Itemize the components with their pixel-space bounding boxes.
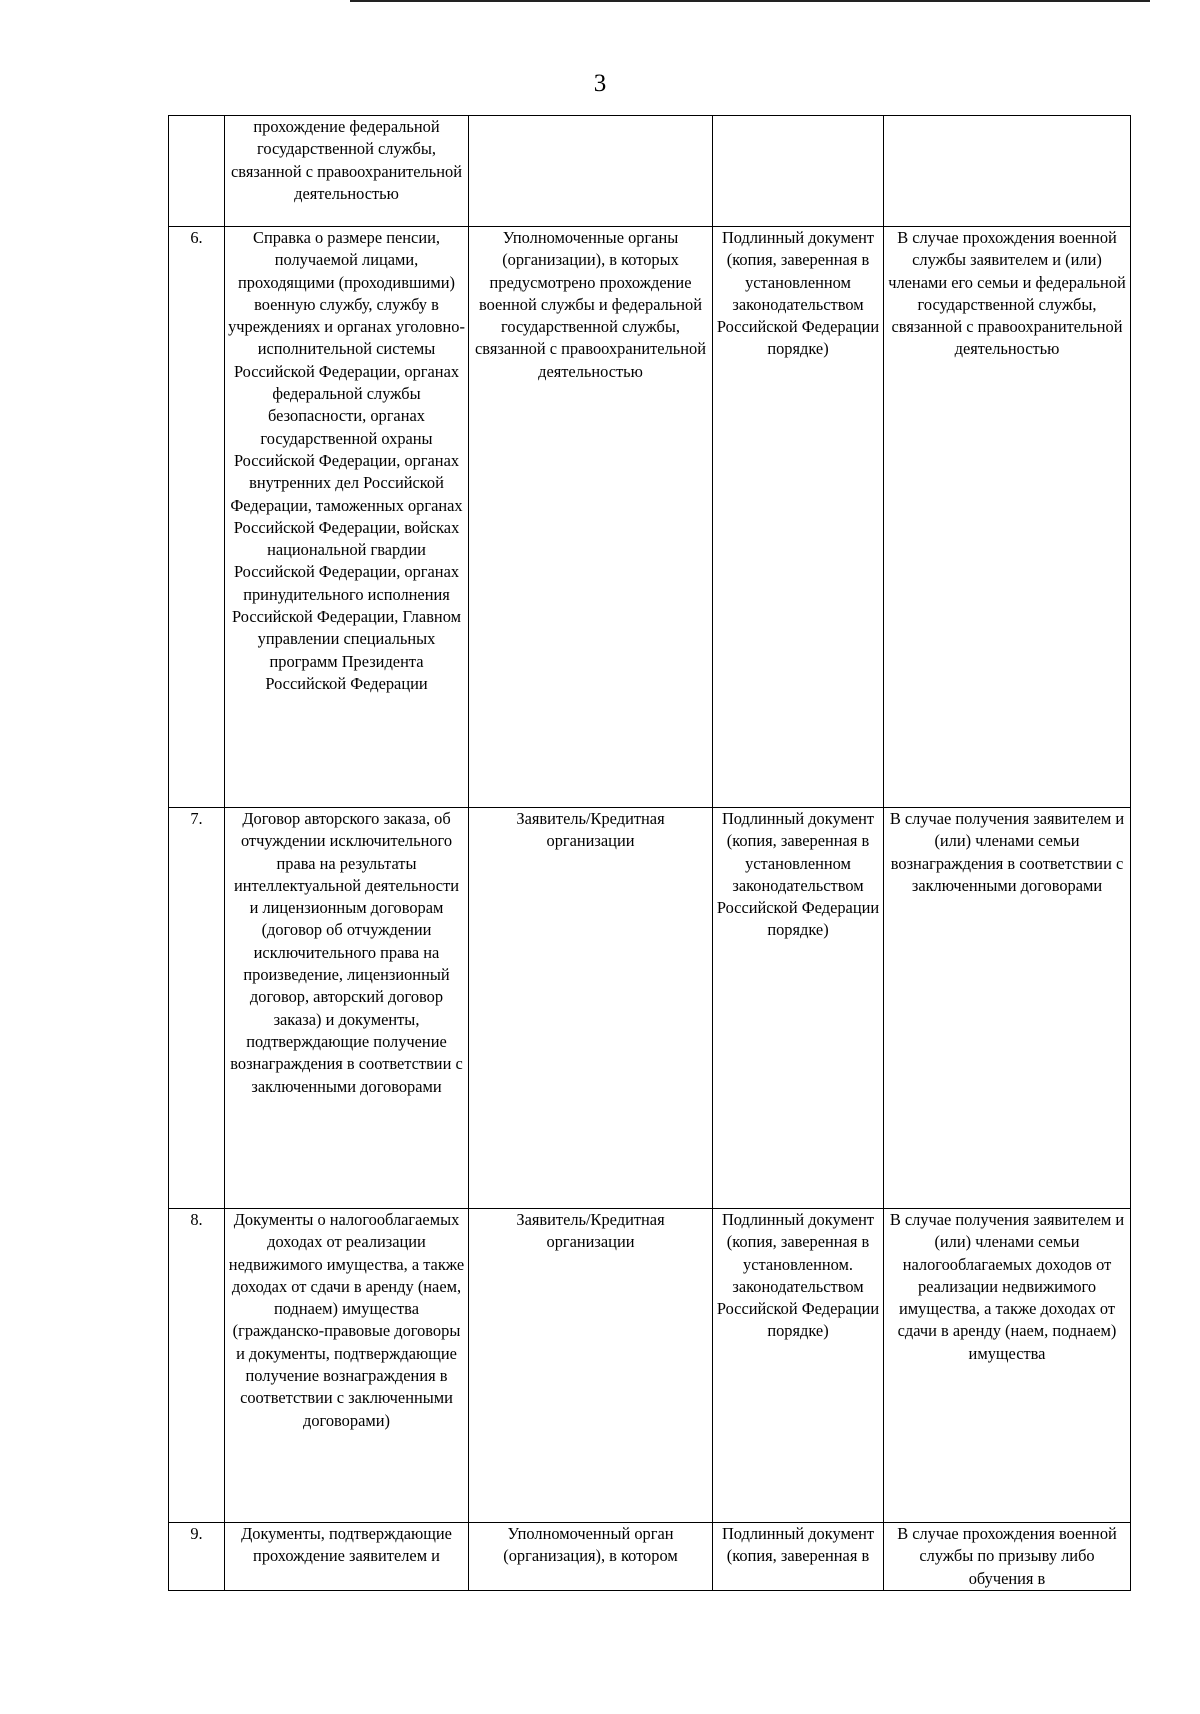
document-name-cell: Документы о налогооблагаемых доходах от реализации недвижимого имущества, а также доходах от сдачи в аренду (наем, поднаем) имущества (гражданско-правовые договоры и документы, подтверждающие получение вознаграждения в соответствии с заключенными договорами)	[225, 1209, 469, 1523]
document-condition-cell: В случае прохождения военной службы заявителем и (или) членами его семьи и федеральной государственной службы, связанной с правоохранительной деятельностью	[884, 227, 1131, 808]
document-form-cell: Подлинный документ (копия, заверенная в	[713, 1523, 884, 1591]
table-row	[169, 1523, 1131, 1591]
table-row	[169, 1209, 1131, 1523]
document-source-cell: Уполномоченный орган (организация), в котором	[469, 1523, 713, 1591]
document-name-cell: Справка о размере пенсии, получаемой лицами, проходящими (проходившими) военную службу, службу в учреждениях и органах уголовно-исполнительной системы Российской Федерации, органах федеральной службы безопасности, органах государственной охраны Российской Федерации, органах внутренних дел Российской Федерации, таможенных органах Российской Федерации, войсках национальной гвардии Российской Федерации, органах принудительного исполнения Российской Федерации, Главном управлении специальных программ Президента Российской Федерации	[225, 227, 469, 808]
document-source-cell: Уполномоченные органы (организации), в которых предусмотрено прохождение военной службы и федеральной государственной службы, связанной с правоохранительной деятельностью	[469, 227, 713, 808]
document-condition-cell: В случае получения заявителем и (или) членами семьи налогооблагаемых доходов от реализации недвижимого имущества, а также доходах от сдачи в аренду (наем, поднаем) имущества	[884, 1209, 1131, 1523]
document-condition-cell: В случае получения заявителем и (или) членами семьи вознаграждения в соответствии с заключенными договорами	[884, 808, 1131, 1209]
table-row	[169, 227, 1131, 808]
document-form-cell: Подлинный документ (копия, заверенная в установленном. законодательством Российской Федерации порядке)	[713, 1209, 884, 1523]
documents-table	[168, 115, 1131, 1591]
document-condition-cell	[884, 116, 1131, 227]
table-row	[169, 808, 1131, 1209]
document-name-cell: прохождение федеральной государственной службы, связанной с правоохранительной деятельностью	[225, 116, 469, 227]
top-rule	[350, 0, 1150, 2]
document-source-cell: Заявитель/Кредитная организации	[469, 808, 713, 1209]
row-number	[169, 116, 225, 227]
document-form-cell: Подлинный документ (копия, заверенная в установленном законодательством Российской Федерации порядке)	[713, 808, 884, 1209]
row-number: 6.	[169, 227, 225, 808]
row-number: 9.	[169, 1523, 225, 1591]
document-name-cell: Договор авторского заказа, об отчуждении исключительного права на результаты интеллектуальной деятельности и лицензионным договорам (договор об отчуждении исключительного права на произведение, лицензионный договор, авторский договор заказа) и документы, подтверждающие получение вознаграждения в соответствии с заключенными договорами	[225, 808, 469, 1209]
document-form-cell	[713, 116, 884, 227]
document-condition-cell: В случае прохождения военной службы по призыву либо обучения в	[884, 1523, 1131, 1591]
row-number: 8.	[169, 1209, 225, 1523]
row-number: 7.	[169, 808, 225, 1209]
document-name-cell: Документы, подтверждающие прохождение заявителем и	[225, 1523, 469, 1591]
document-source-cell: Заявитель/Кредитная организации	[469, 1209, 713, 1523]
table-row	[169, 116, 1131, 227]
page-number: 3	[593, 70, 607, 97]
document-source-cell	[469, 116, 713, 227]
document-form-cell: Подлинный документ (копия, заверенная в установленном законодательством Российской Федерации порядке)	[713, 227, 884, 808]
